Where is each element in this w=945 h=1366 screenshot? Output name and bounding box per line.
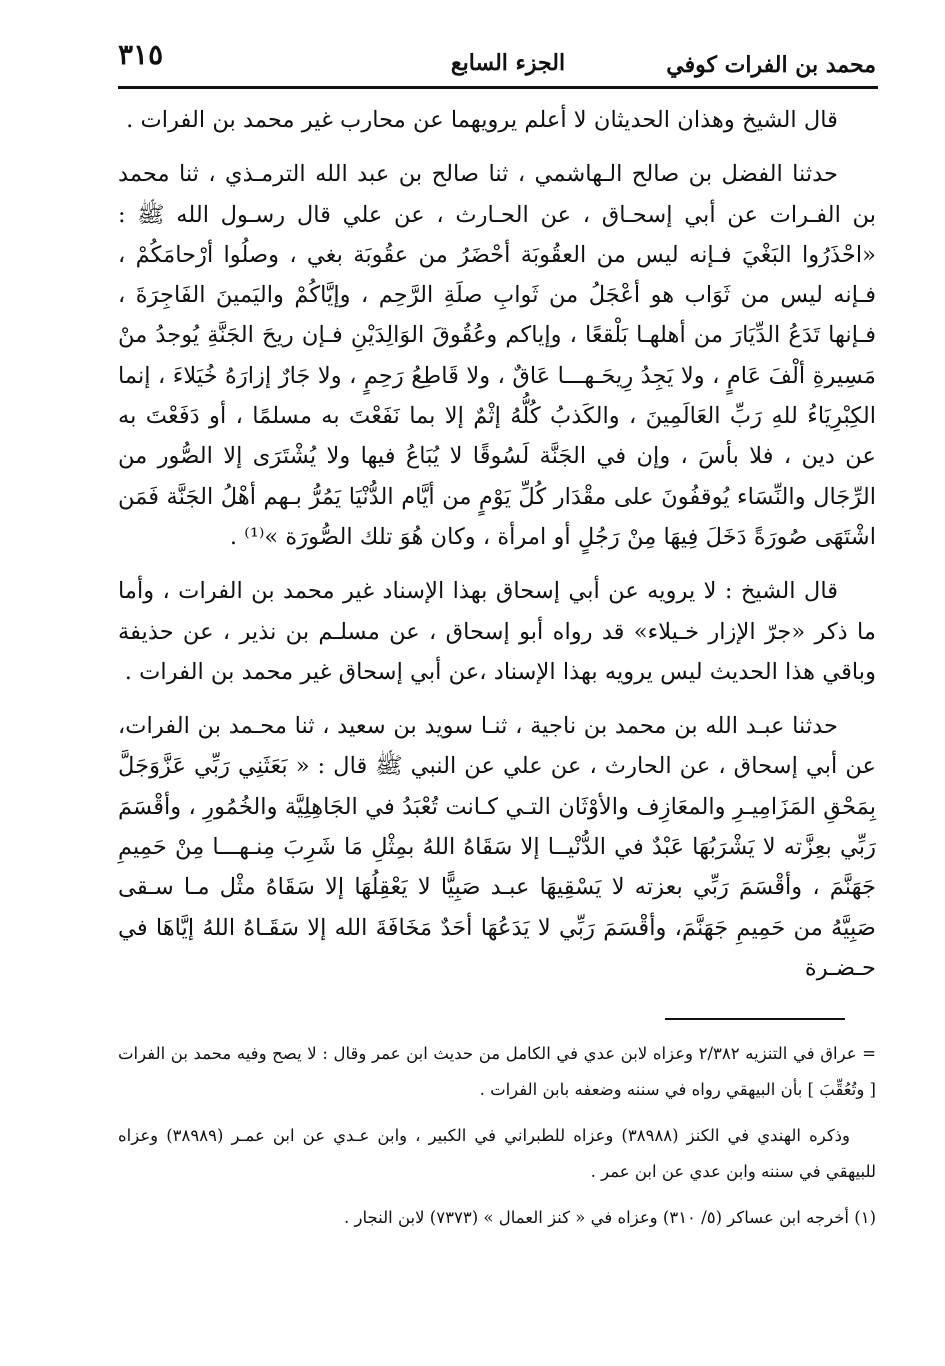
- footnote-note: وذكره الهندي في الكنز (٣٨٩٨٨) وعزاه للطبراني في الكبير ، وابن عـدي عن ابن عمـر (٣٨٩٨٩) وعزاه للبيهقي في سننه وابن عدي عن ابن عمر .: [118, 1126, 876, 1181]
- page-header: [118, 34, 876, 90]
- running-title: محمد بن الفرات كوفي: [666, 52, 876, 78]
- paragraph-3: قال الشيخ : لا يرويه عن أبي إسحاق بهذا الإسناد غير محمد بن الفرات ، وأما ما ذكر «جرّ الإزار خـيلاء» قد رواه أبو إسحاق ، عن مسلـم بن نذير ، عن حذيفة وباقي هذا الحديث ليس يرويه بهذا الإسناد ،عن أبي إسحاق غير محمد بن الفرات .: [118, 578, 876, 685]
- footnote-1: (١) أخرجه ابن عساكر (٥/ ٣١٠) وعزاه في « كنز العمال » (٧٣٧٣) لابن النجار .: [344, 1208, 876, 1227]
- footnotes: [118, 1036, 876, 1236]
- footnote-rule: [665, 1018, 845, 1020]
- footnote-continued: = عراق في التنزيه ٢/٣٨٢ وعزاه لابن عدي في الكامل من حديث ابن عمر وقال : لا يصح وفيه محمد بن الفرات [ وتُعُقِّبَ ] بأن البيهقي رواه في سننه وضعفه بابن الفرات .: [118, 1044, 876, 1099]
- paragraph-1: قال الشيخ وهذان الحديثان لا أعلم يرويهما عن محارب غير محمد بن الفرات .: [126, 107, 838, 133]
- header-rule: [118, 86, 878, 89]
- page-number: ٣١٥: [118, 38, 164, 71]
- paragraph-4: حدثنا عبـد الله بن محمد بن ناجية ، ثنـا سويد بن سعيد ، ثنا محـمد بن الفرات، عن أبي إسحاق ، عن الحارث ، عن علي عن النبي ﷺ قال : « بَعَثَنِي رَبِّي عَزَّوَجَلَّ بِمَحْقِ المَزَامِيـرِ والمعَازِف والأوْثَان التـي كـانت تُعْبَدُ في الجَاهِلِيَّة والخُمُورِ ، وأقْسَمَ رَبِّي بعِزَّته لا يَشْرَبُهَا عَبْدٌ في الدُّنْيــا إلا سَقَاهُ اللهُ بمِثْلِ مَا شَرِبَ مِنـهـــا مِنْ حَمِيمِ جَهَنَّمَ ، وأقْسَمَ رَبِّي بعزته لا يَسْقِيهَا عبـد صَبِيًّا لا يَعْقِلُهَا إلا سَقَاهُ مثْل مـا سـقى صَبِيَّهُ من حَمِيمِ جَهَنَّمَ، وأقْسَمَ رَبِّي لا يَدَعُهَا أحَدٌ مَخَافَةَ الله إلا سَقَـاهُ اللهُ إيَّاهَا في حـضـرة: [118, 713, 876, 981]
- part-title: الجزء السابع: [450, 50, 566, 76]
- paragraph-2: حدثنا الفضل بن صالح الـهاشمي ، ثنا صالح بن عبد الله الترمـذي ، ثنا محمد بن الفـرات عن أبي إسحـاق ، عن الحـارث ، عن علي قال رسـول الله ﷺ : «احْذَرُوا البَغْيَ فـإنه ليس من العقُوبَة أحْضَرُ من عقُوبَة بغي ، وصلُوا أرْحامَكُمْ ، فـإنه ليس من ثَوَاب هو أعْجَلُ من ثَوابِ صلَةِ الرَّحِم ، وإيَّاكُمْ واليَمينَ الفَاجِرَةَ ، فـإنها تَدَعُ الدِّيَارَ من أهلهـا بَلْقعًا ، وإياكم وعُقُوقَ الوَالِدَيْنِ فـإن ريحَ الجَنَّةِ يُوجدُ منْ مَسِيرةِ ألْفَ عَامٍ ، ولا يَجِدُ رِيحَـهـــا عَاقٌ ، ولا قَاطِعُ رَحِمٍ ، ولا جَارٌ إزارَهُ خُيَلاءَ ، إنما الكِبْرِيَاءُ للهِ رَبِّ العَالَمِينَ ، والكَذبُ كُلُّهُ إثْمٌ إلا بما نَفَعْتَ به مسلمًا ، أو دَفَعْتَ به عن دين ، فلا بأسَ ، وإن في الجَنَّة لَسُوقًا لا يُبَاعُ فيها ولا يُشْتَرَى إلا الصُّور من الرِّجَال والنِّسَاء يُوقفُونَ على مقْدَار كُلِّ يَوْمٍ من أيَّام الدُّنْيَا يَمُرُّ بـهم أهْلُ الجَنَّة فَمَن اشْتَهَى صُورَةً دَخَلَ فِيهَا مِنْ رَجُلٍ أو امرأة ، وكان هُوَ تلك الصُّورَة »⁽¹⁾ .: [118, 161, 876, 550]
- main-text: [118, 100, 876, 988]
